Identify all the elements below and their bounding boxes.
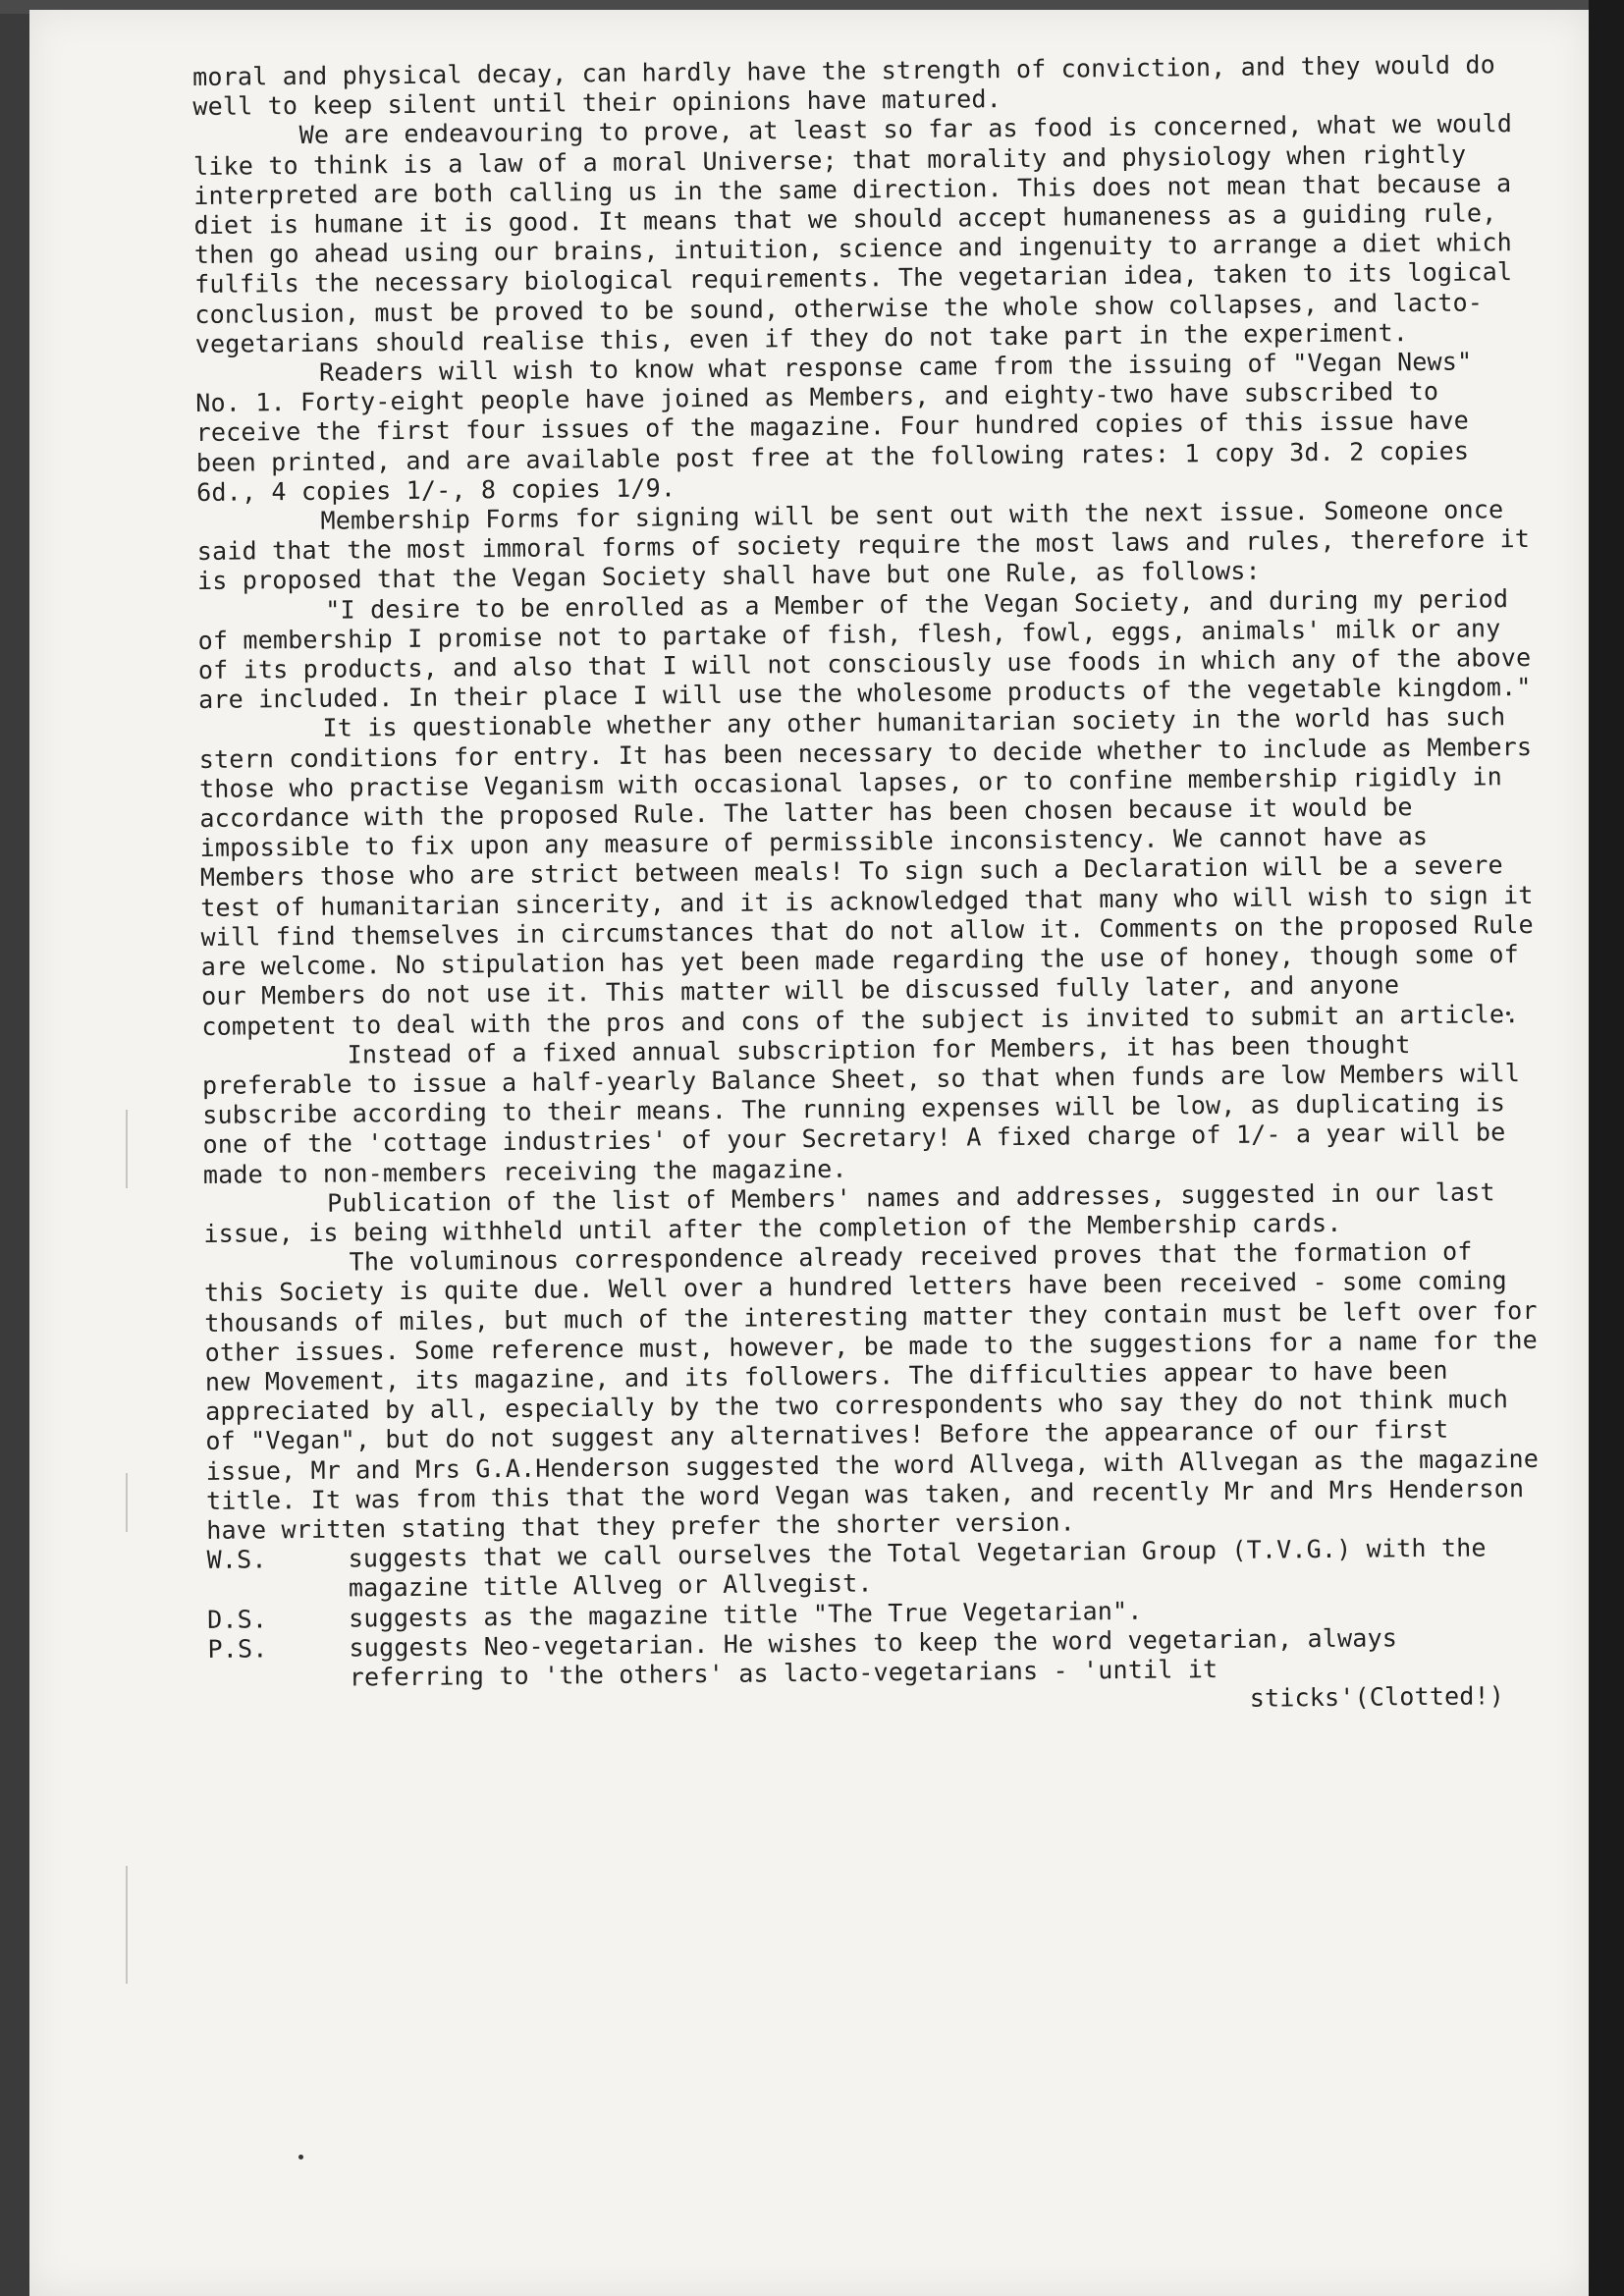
suggestion-initials: D.S. (207, 1604, 268, 1634)
paragraph: The voluminous correspondence already received proves that the formation of this Society is quite due. Well over a hundred letters have been received - some coming thousands of miles, but much of the interesting matter they contain must be left over for other issues. Some reference must, however, be made to the suggestions for a name for the new Movement, its magazine, and its followers. The difficulties appear to have been appreciated by all, especially by the two correspondents who say they do not think much of "Vegan", but do not suggest any alternatives! Before the appearance of our first issue, Mr and Mrs G.A.Henderson suggested the word Allvega, with Allvegan as the magazine title. It was from this that the word Vegan was taken, and recently Mr and Mrs Henderson have written stating that they prefer the shorter version. (203, 1236, 1540, 1545)
paragraph: Membership Forms for signing will be sent out with the next issue. Someone once said that the most immoral forms of society require the most laws and rules, therefore it is proposed that the Vegan Society shall have but one Rule, as follows: (196, 495, 1531, 596)
scan-right-border (1589, 0, 1624, 2296)
margin-mark (126, 1866, 128, 1984)
margin-mark (126, 1473, 128, 1532)
typed-text-body (192, 50, 1543, 1723)
margin-mark (126, 1110, 128, 1188)
paragraph: It is questionable whether any other humanitarian society in the world has such stern conditions for entry. It has been necessary to decide whether to include as Members those who practise Veganism with occasional lapses, or to confine membership rigidly in accordance with the proposed Rule. The latter has been chosen because it would be impossible to fix upon any measure of permissible inconsistency. We cannot have as Members those who are strict between meals! To sign such a Declaration will be a severe test of humanitarian sincerity, and it is acknowledged that many who will wish to sign it will find themselves in circumstances that do not allow it. Comments on the proposed Rule are welcome. No stipulation has yet been made regarding the use of honey, though some of our Members do not use it. This matter will be discussed fully later, and anyone competent to deal with the pros and cons of the subject is invited to submit an article. (198, 702, 1534, 1041)
rule-quote: "I desire to be enrolled as a Member of the Vegan Society, and during my period of membership I promise not to partake of fish, flesh, fowl, eggs, animals' milk or any of its products, and also that I will not consciously use foods in which any of the above are included. In their place I will use the wholesome products of the vegetable kingdom." (197, 583, 1532, 715)
suggestion-text: suggests as the magazine title "The True Vegetarian". (349, 1596, 1143, 1633)
paragraph: Instead of a fixed annual subscription for Members, it has been thought preferable to issue a half-yearly Balance Sheet, so that when funds are low Members will subscribe according to their means. The running expenses will be low, as duplicating is one of the 'cottage industries' of your Secretary! A fixed charge of 1/- a year will be made to non-members receiving the magazine. (201, 1029, 1521, 1189)
closing-line: sticks'(Clotted!) (1249, 1681, 1505, 1713)
paragraph: We are endeavouring to prove, at least so far as food is concerned, what we would like to think is a law of a moral Universe; that morality and physiology when rightly interpreted are both calling us in the same direction. This does not mean that because a diet is humane it is good. It means that we should accept humaneness as a guiding rule, then go ahead using our brains, intuition, science and ingenuity to arrange a diet which fulfils the necessary biological requirements. The vegetarian idea, taken to its logical conclusion, must be proved to be sound, otherwise the whole show collapses, and lacto-vegetarians should realise this, even if they do not take part in the experiment. (192, 109, 1513, 358)
paragraph: moral and physical decay, can hardly have the strength of conviction, and they would do well to keep silent until their opinions have matured. (192, 50, 1496, 122)
paragraph: Readers will wish to know what response came from the issuing of "Vegan News" No. 1. Forty-eight people have joined as Members, and eighty-two have subscribed to receive the first four issues of the magazine. Four hundred copies of this issue have been printed, and are available post free at the following rates: 1 copy 3d. 2 copies 6d., 4 copies 1/-, 8 copies 1/9. (195, 347, 1473, 507)
suggestion-initials: W.S. (206, 1545, 267, 1575)
paragraph: Publication of the list of Members' names and addresses, suggested in our last issue, is being withheld until after the completion of the Membership cards. (203, 1177, 1495, 1248)
scan-speck (298, 2155, 303, 2159)
suggestion-initials: P.S. (207, 1634, 268, 1664)
suggestion-text: suggests that we call ourselves the Total Vegetarian Group (T.V.G.) with the magazine title Allveg or Allvegist. (348, 1533, 1487, 1603)
suggestion-text: suggests Neo-vegetarian. He wishes to keep the word vegetarian, always referring to 'the others' as lacto-vegetarians - 'until it (349, 1623, 1398, 1692)
